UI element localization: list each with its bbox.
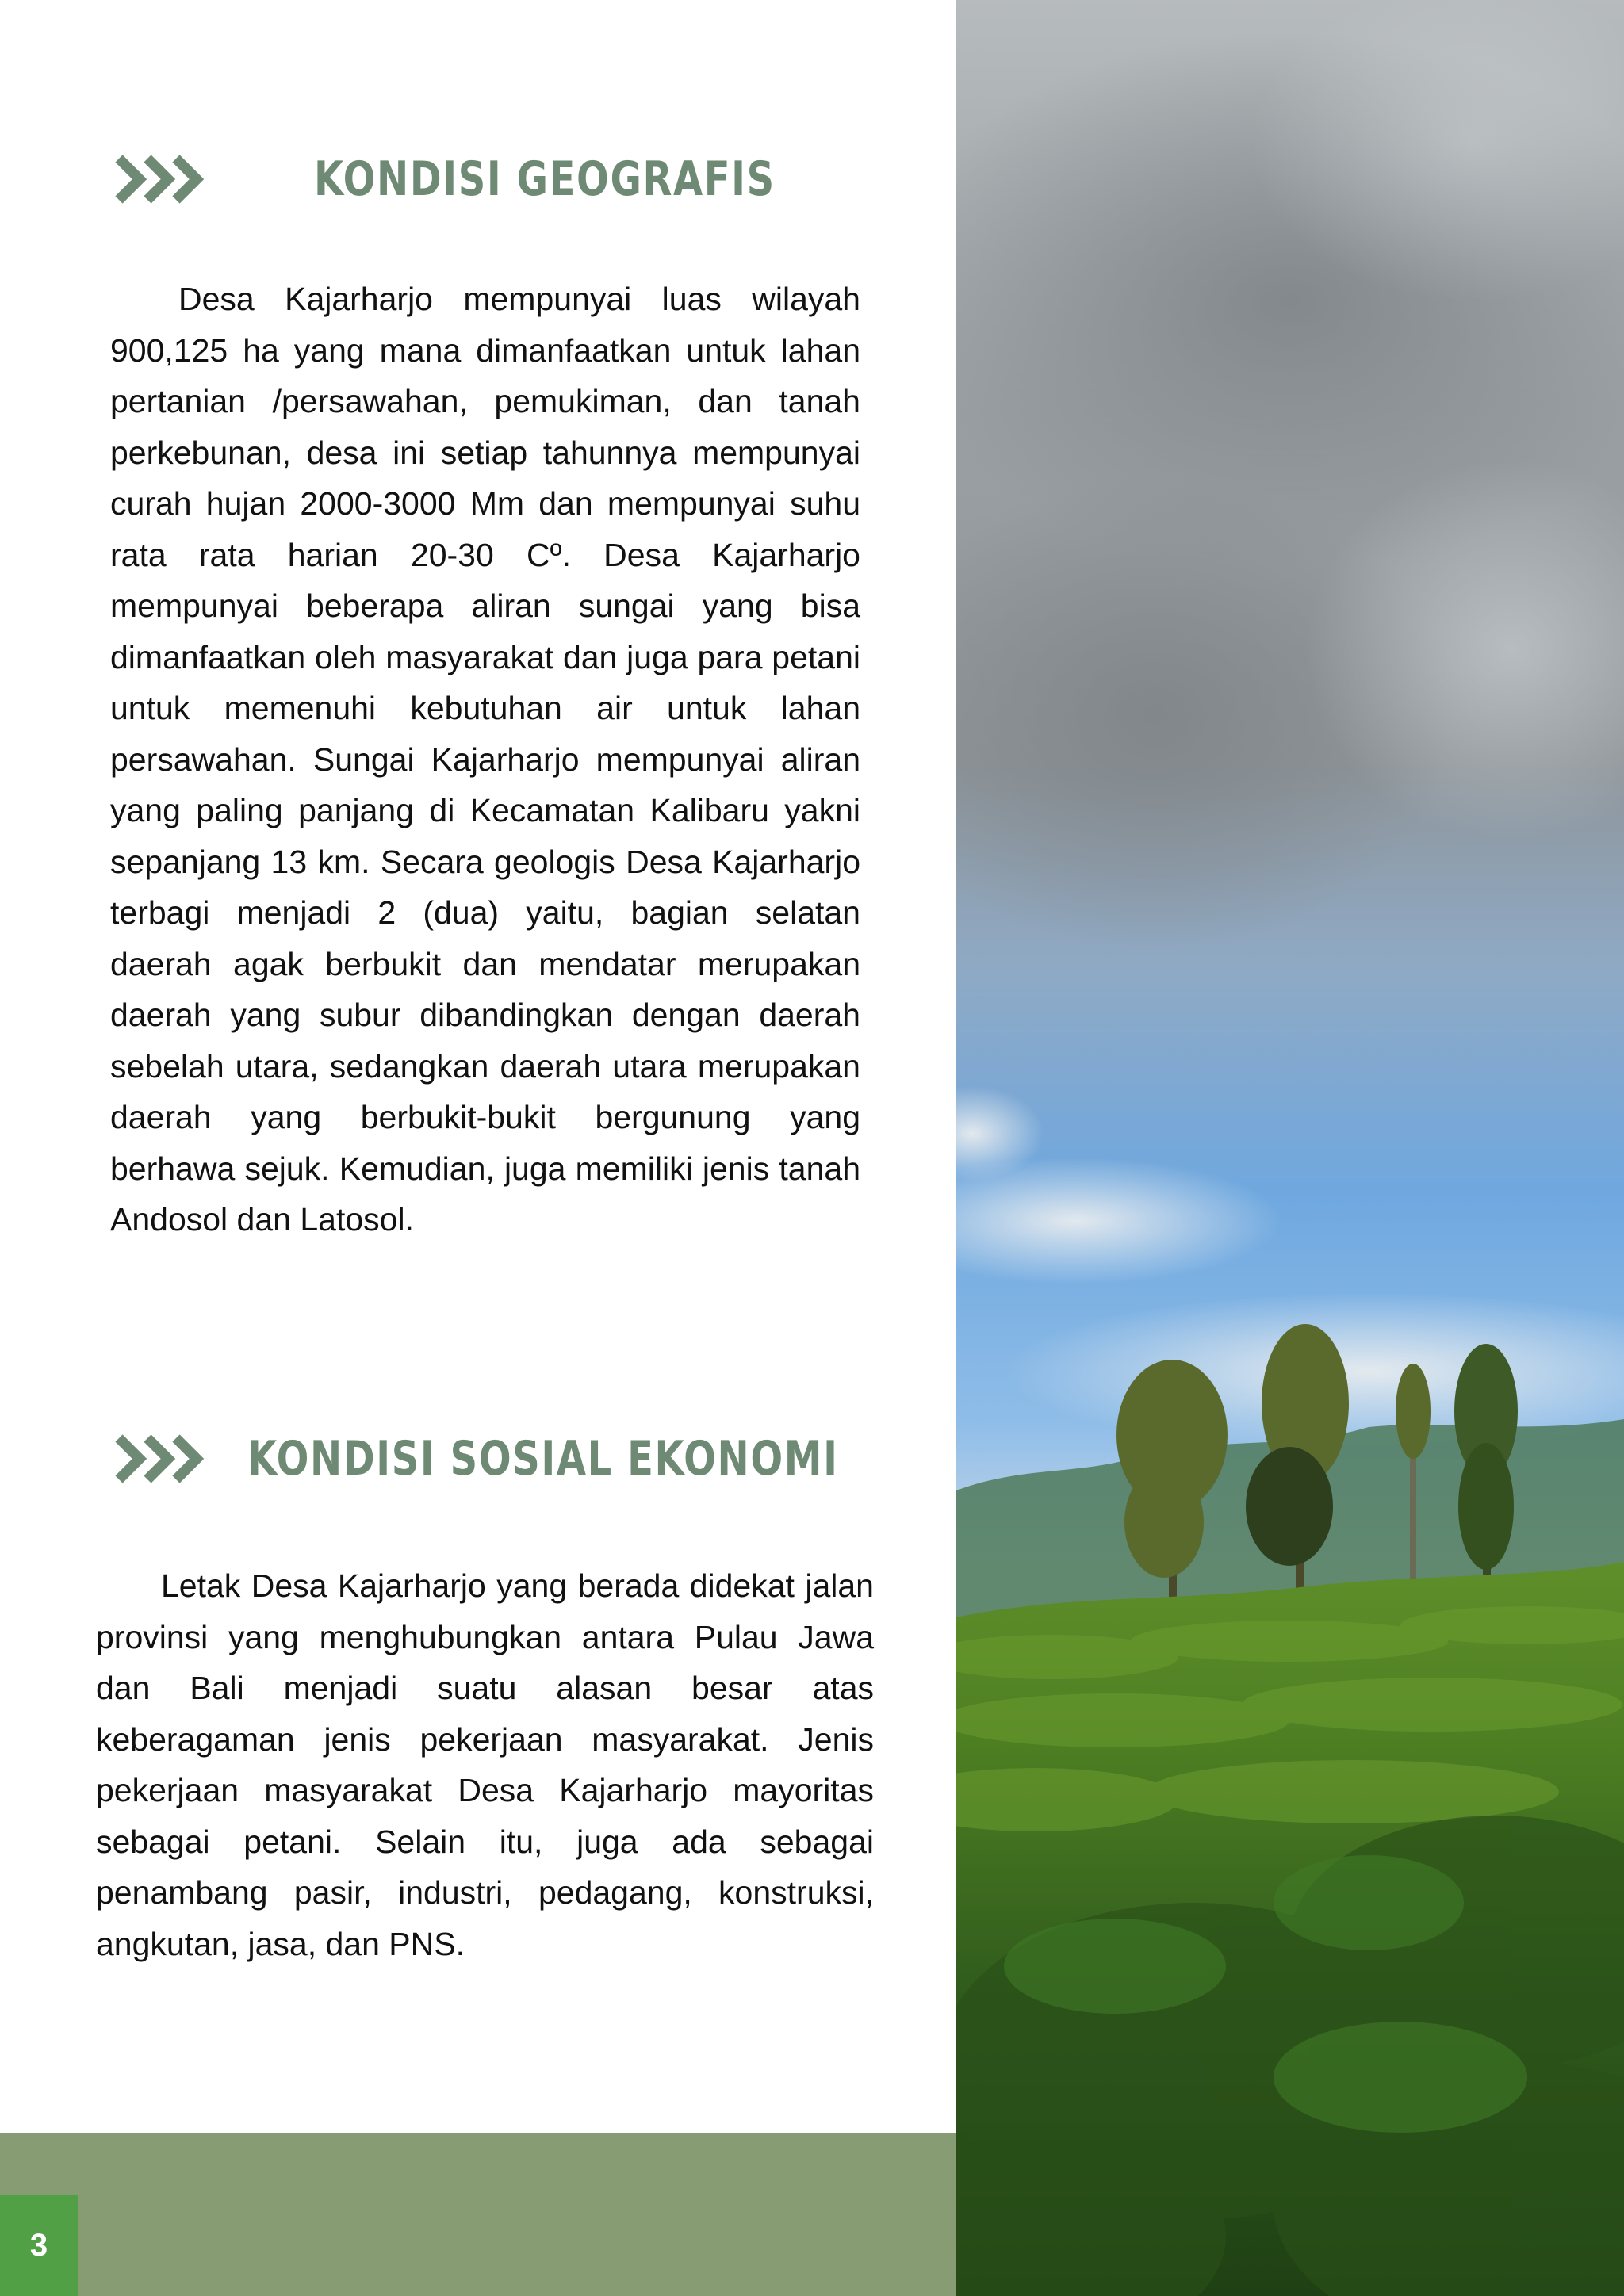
section-header-sosial-ekonomi: [114, 1427, 907, 1490]
section-body-paragraph: Letak Desa Kajarharjo yang berada didekat jalan provinsi yang menghubungkan antara Pulau Jawa dan Bali menjadi suatu alasan besar atas keberagaman jenis pekerjaan masyarakat. Jenis pekerjaan masyarakat Desa Kajarharjo mayoritas sebagai petani. Selain itu, juga ada sebagai penambang pasir, industri, pedagang, konstruksi, angkutan, jasa, dan PNS.: [96, 1567, 874, 1962]
section-header-geografis: [114, 147, 907, 211]
footer-band: [0, 2133, 956, 2296]
triple-chevron-right-icon: [114, 1427, 209, 1490]
page-number-badge: 3: [0, 2195, 78, 2296]
section-heading: KONDISI GEOGRAFIS: [314, 151, 776, 207]
section-body-paragraph: Desa Kajarharjo mempunyai luas wilayah 900,125 ha yang mana dimanfaatkan untuk lahan pertanian /persawahan, pemukiman, dan tanah perkebunan, desa ini setiap tahunnya mempunyai curah hujan 2000-3000 Mm dan mempunyai suhu rata rata harian 20-30 Cº. Desa Kajarharjo mempunyai beberapa aliran sungai yang bisa dimanfaatkan oleh masyarakat dan juga para petani untuk memenuhi kebutuhan air untuk lahan persawahan. Sungai Kajarharjo mempunyai aliran yang paling panjang di Kecamatan Kalibaru yakni sepanjang 13 km. Secara geologis Desa Kajarharjo terbagi menjadi 2 (dua) yaitu, bagian selatan daerah agak berbukit dan mendatar merupakan daerah yang subur dibandingkan dengan daerah sebelah utara, sedangkan daerah utara merupakan daerah yang berbukit-bukit bergunung yang berhawa sejuk. Kemudian, juga memiliki jenis tanah Andosol dan Latosol.: [110, 281, 860, 1238]
triple-chevron-right-icon: [114, 147, 209, 211]
section-heading: KONDISI SOSIAL EKONOMI: [247, 1431, 839, 1487]
landscape-photo: [956, 0, 1624, 2296]
